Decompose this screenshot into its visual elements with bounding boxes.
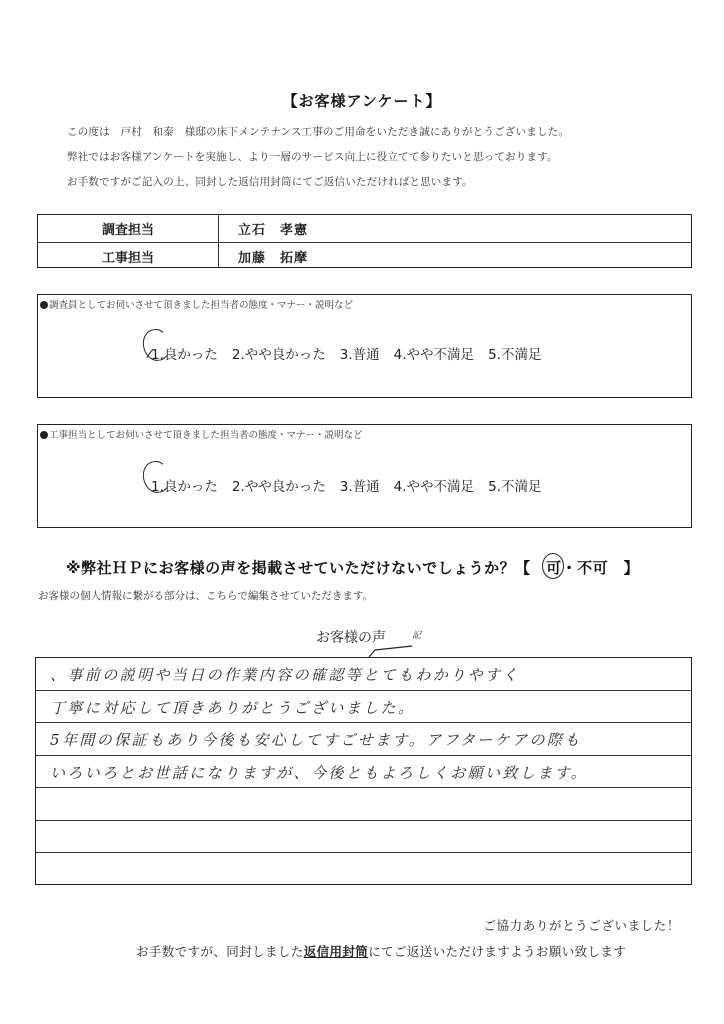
rating-options xyxy=(151,475,541,495)
comment-line-1: 、事前の説明や当日の作業内容の確認等とてもわかりやすく xyxy=(36,658,691,691)
return-instructions xyxy=(136,942,626,960)
rating-option-2[interactable]: 2.やや良かった xyxy=(231,479,326,495)
rating-box-survey xyxy=(37,294,692,398)
intro-line-3: お手数ですがご記入の上、同封した返信用封筒にてご返信いただければと思います。 xyxy=(67,176,473,188)
rating-option-label: 1.良かった xyxy=(151,479,218,495)
staff-given-name: 拓摩 xyxy=(280,250,309,266)
intro-line-1: この度は 戸村 和泰 様邸の床下メンテナンス工事のご用命をいただき誠にありがとうございました。 xyxy=(67,126,570,138)
rating-question xyxy=(40,297,353,311)
rating-option-5[interactable]: 5.不満足 xyxy=(488,479,542,495)
bullet-icon xyxy=(40,431,48,439)
staff-surname: 加藤 xyxy=(238,250,267,266)
publication-option-no[interactable]: 不可 xyxy=(577,559,609,577)
bracket-close: 】 xyxy=(608,559,640,577)
publication-option-yes[interactable] xyxy=(546,557,562,578)
handwritten-circle-icon xyxy=(542,553,564,579)
handwritten-caret-icon xyxy=(367,644,417,658)
return-envelope-emphasis: 返信用封筒 xyxy=(303,944,369,959)
rating-option-4[interactable]: 4.やや不満足 xyxy=(393,347,475,363)
intro-line-2: 弊社ではお客様アンケートを実施し、より一層のサービス向上に役立てて参りたいと思っております。 xyxy=(67,151,558,163)
comment-line-4: いろいろとお世話になりますが、今後ともよろしくお願い致します。 xyxy=(36,756,691,789)
rating-option-3[interactable]: 3.普通 xyxy=(339,347,380,363)
comment-line-5 xyxy=(36,788,691,821)
rating-option-4[interactable]: 4.やや不満足 xyxy=(393,479,475,495)
staff-label-survey: 調査担当 xyxy=(101,222,154,238)
rating-option-1[interactable] xyxy=(151,343,218,363)
comment-line-7 xyxy=(36,853,691,886)
privacy-note: お客様の個人情報に繋がる部分は、こちらで編集させていただきます。 xyxy=(38,590,374,602)
publication-permission xyxy=(66,557,639,578)
staff-row-survey xyxy=(38,215,691,241)
staff-name-survey xyxy=(218,219,308,238)
rating-option-3[interactable]: 3.普通 xyxy=(339,479,380,495)
bullet-icon xyxy=(40,301,48,309)
rating-question-text: 工事担当としてお伺いさせて頂きました担当者の態度・マナー・説明など xyxy=(49,430,363,441)
comment-line-6 xyxy=(36,821,691,854)
return-suffix: にてご返送いただけますようお願い致します xyxy=(368,944,627,959)
staff-table xyxy=(37,214,692,268)
rating-options xyxy=(151,343,541,363)
comments-title-insert: 記 xyxy=(412,631,422,641)
rating-question-text: 調査員としてお伺いさせて頂きました担当者の態度・マナー・説明など xyxy=(49,300,354,311)
comments-title: お客様の声 xyxy=(316,630,386,646)
rating-option-2[interactable]: 2.やや良かった xyxy=(231,347,326,363)
comments-box[interactable] xyxy=(35,657,692,885)
rating-question xyxy=(40,427,363,441)
publication-question: ※弊社ＨＰにお客様の声を掲載させていただけないでしょうか？【 xyxy=(66,559,547,577)
staff-label-construction: 工事担当 xyxy=(101,250,154,266)
survey-title: 【お客様アンケート】 xyxy=(282,92,442,110)
staff-surname: 立石 xyxy=(238,222,267,238)
staff-given-name: 孝憲 xyxy=(280,222,309,238)
rating-box-construction xyxy=(37,424,692,528)
rating-option-1[interactable] xyxy=(151,475,218,495)
option-separator: ・ xyxy=(561,559,578,577)
return-prefix: お手数ですが、同封しました xyxy=(136,944,304,959)
comment-line-3: 5年間の保証もあり今後も安心してすごせます。アフターケアの際も xyxy=(36,723,691,756)
option-yes-label: 可 xyxy=(546,559,562,577)
thanks-message: ご協力ありがとうございました！ xyxy=(483,918,680,933)
staff-name-construction xyxy=(218,247,308,266)
rating-option-label: 1.良かった xyxy=(151,347,218,363)
staff-row-construction xyxy=(38,242,691,269)
rating-option-5[interactable]: 5.不満足 xyxy=(488,347,542,363)
comment-line-2: 丁寧に対応して頂きありがとうございました。 xyxy=(36,691,691,724)
